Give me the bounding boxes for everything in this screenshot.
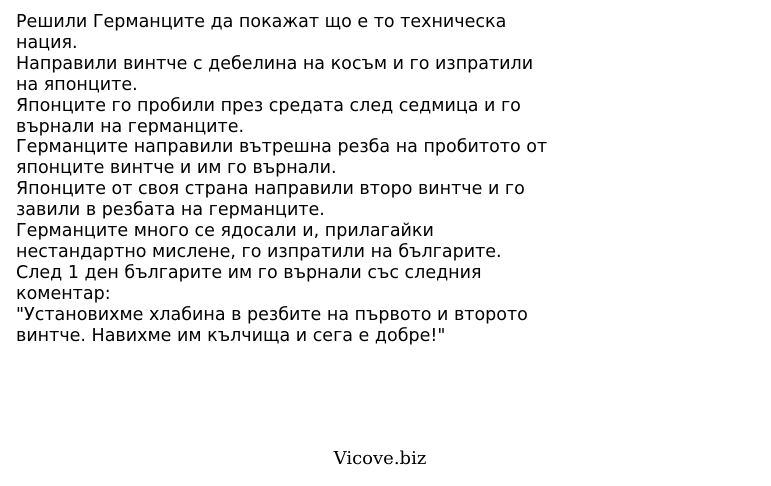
joke-line: върнали на германците. (16, 116, 245, 137)
joke-text (16, 12, 576, 347)
joke-line: завили в резбата на германците. (16, 200, 325, 221)
joke-line: винтче. Навихме им кълчища и сега е добре!" (16, 325, 446, 346)
joke-line: Германците много се ядосали и, прилагайки (16, 221, 434, 242)
joke-line: Японците го пробили през средата след седмица и го (16, 95, 521, 116)
joke-line: Германците направили вътрешна резба на пробитото от (16, 137, 548, 158)
joke-line: японците винтче и им го върнали. (16, 158, 337, 179)
joke-line: Направили винтче с дебелина на косъм и го изпратили (16, 53, 534, 74)
joke-line: След 1 ден българите им го върнали със следния (16, 262, 482, 283)
joke-line: коментар: (16, 283, 111, 304)
joke-line: нация. (16, 32, 78, 53)
joke-line: Решили Германците да покажат що е то техническа (16, 12, 507, 32)
joke-line: "Установихме хлабина в резбите на първото и второто (16, 304, 528, 325)
site-watermark: Vicove.biz (333, 448, 427, 469)
joke-line: Японците от своя страна направили второ винтче и го (16, 179, 525, 200)
joke-line: на японците. (16, 74, 138, 95)
joke-line: нестандартно мислене, го изпратили на българите. (16, 241, 502, 262)
